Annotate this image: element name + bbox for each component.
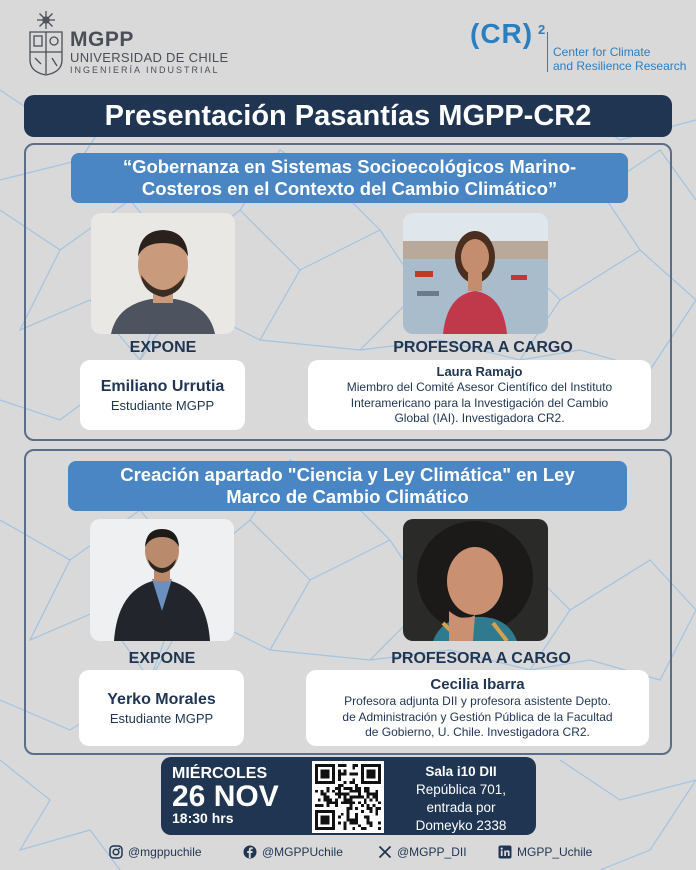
student-name-2: Yerko Morales [107, 690, 216, 708]
student-card-2 [79, 670, 244, 746]
professor-name-1: Laura Ramajo [436, 364, 523, 380]
event-room: Sala i10 DII [425, 764, 497, 779]
cr2-divider [547, 32, 548, 72]
x-handle: @MGPP_DII [397, 845, 467, 859]
university-name: UNIVERSIDAD DE CHILE [70, 50, 229, 65]
faculty-name: INGENIERÍA INDUSTRIAL [70, 65, 220, 75]
professor-desc-2a: Profesora adjunta DII y profesora asistente Depto. [344, 694, 611, 709]
linkedin-icon [498, 845, 512, 859]
expone-label-2: EXPONE [128, 650, 196, 667]
mgpp-name: MGPP [70, 28, 134, 51]
event-address-1: República 701, [415, 782, 507, 797]
section2-title [68, 461, 627, 511]
university-seal-icon [26, 8, 66, 76]
facebook-icon [243, 845, 257, 859]
social-facebook[interactable] [243, 845, 343, 859]
event-time: 18:30 hrs [172, 810, 234, 826]
expone-label-1: EXPONE [129, 339, 197, 356]
professor-desc-2b: de Administración y Gestión Pública de la Facultad [342, 709, 613, 724]
professor-card-2 [306, 670, 649, 746]
social-instagram[interactable] [109, 845, 202, 859]
page-title: Presentación Pasantías MGPP-CR2 [24, 95, 672, 137]
social-linkedin[interactable] [498, 845, 592, 859]
facebook-handle: @MGPPUchile [262, 845, 343, 859]
event-date: 26 NOV [172, 780, 279, 813]
professor-desc-1a: Miembro del Comité Asesor Científico del Instituto [346, 380, 613, 395]
professor-card-1 [308, 360, 651, 430]
student-photo-yerko [90, 519, 234, 641]
professor-desc-1b: Interamericano para la Investigación del Cambio [350, 395, 609, 410]
professor-desc-2c: de Gobierno, U. Chile. Investigadora CR2. [365, 725, 590, 740]
linkedin-handle: MGPP_Uchile [517, 845, 593, 859]
professor-desc-1c: Global (IAI). Investigadora CR2. [394, 411, 565, 426]
professor-name-2: Cecilia Ibarra [430, 676, 525, 694]
student-name-1: Emiliano Urrutia [100, 377, 225, 395]
student-role-2: Estudiante MGPP [109, 710, 214, 726]
instagram-icon [109, 845, 123, 859]
cr2-tagline-2: and Resilience Research [553, 59, 687, 73]
qr-code[interactable] [312, 761, 384, 833]
section1-title [71, 153, 628, 203]
event-address-3: Domeyko 2338 [415, 818, 507, 833]
cr2-logo: (CR) [470, 18, 534, 49]
professor-photo-cecilia [403, 519, 548, 641]
student-photo-emiliano [91, 213, 235, 334]
x-icon [378, 845, 392, 859]
professor-label-2: PROFESORA A CARGO [391, 650, 571, 667]
student-card-1 [80, 360, 245, 430]
section1-title-line2: Costeros en el Contexto del Cambio Climático” [141, 178, 558, 199]
section2-title-line2: Marco de Cambio Climático [226, 486, 469, 507]
professor-label-1: PROFESORA A CARGO [393, 339, 573, 356]
event-venue [392, 763, 530, 835]
student-role-1: Estudiante MGPP [110, 397, 215, 413]
event-day: MIÉRCOLES [172, 765, 268, 782]
event-address-2: entrada por [426, 800, 496, 815]
section2-title-line1: Creación apartado "Ciencia y Ley Climática" en Ley [120, 464, 575, 485]
section1-title-line1: “Gobernanza en Sistemas Socioecológicos Marino- [122, 156, 577, 177]
cr2-logo-superscript: 2 [538, 22, 546, 37]
cr2-tagline-1: Center for Climate [553, 45, 651, 59]
instagram-handle: @mgppuchile [128, 845, 202, 859]
professor-photo-laura [403, 213, 548, 334]
social-x[interactable] [378, 845, 467, 859]
